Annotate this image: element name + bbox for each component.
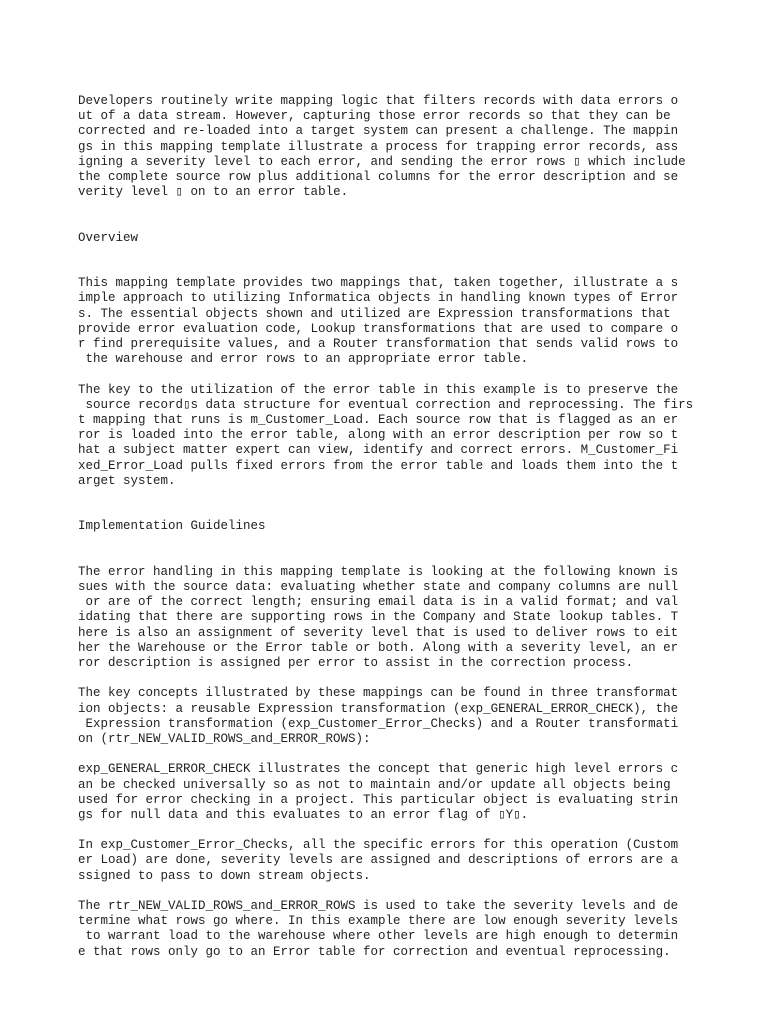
text-line: here is also an assignment of severity level that is used to deliver rows to eit [78, 625, 679, 640]
text-line: Developers routinely write mapping logic that filters records with data errors o [78, 94, 679, 108]
text-line: used for error checking in a project. This particular object is evaluating strin [78, 792, 679, 807]
text-line: gs for null data and this evaluates to an error flag of ▯Y▯. [78, 807, 529, 822]
spacer [78, 747, 708, 762]
general-error-check-paragraph [78, 762, 708, 823]
text-line: verity level ▯ on to an error table. [78, 185, 349, 200]
text-line: Expression transformation (exp_Customer_Error_Checks) and a Router transformati [78, 716, 679, 731]
text-line: e that rows only go to an Error table for correction and eventual reprocessing. [78, 944, 671, 959]
text-line: xed_Error_Load pulls fixed errors from the error table and loads them into the t [78, 458, 679, 473]
spacer [78, 534, 708, 564]
text-line: an be checked universally so as not to maintain and/or update all objects being [78, 777, 671, 792]
spacer [78, 671, 708, 686]
text-line: corrected and re-loaded into a target system can present a challenge. The mappin [78, 124, 679, 139]
text-line: The key concepts illustrated by these mappings can be found in three transformat [78, 686, 679, 701]
document-page [78, 94, 708, 960]
intro-paragraph [78, 94, 708, 200]
text-line: gs in this mapping template illustrate a process for trapping error records, ass [78, 139, 679, 154]
text-line: igning a severity level to each error, and sending the error rows ▯ which include [78, 154, 686, 169]
text-line: imple approach to utilizing Informatica objects in handling known types of Error [78, 291, 679, 306]
spacer [78, 246, 708, 276]
text-line: hat a subject matter expert can view, identify and correct errors. M_Customer_Fi [78, 443, 679, 458]
spacer [78, 200, 708, 230]
text-line: The rtr_NEW_VALID_ROWS_and_ERROR_ROWS is used to take the severity levels and de [78, 899, 679, 913]
spacer [78, 884, 708, 899]
key-concepts-paragraph [78, 686, 708, 747]
text-line: ut of a data stream. However, capturing those error records so that they can be [78, 109, 671, 124]
spacer [78, 367, 708, 382]
text-line: er Load) are done, severity levels are assigned and descriptions of errors are a [78, 853, 679, 868]
text-line: r find prerequisite values, and a Router transformation that sends valid rows to [78, 337, 679, 352]
text-line: sues with the source data: evaluating whether state and company columns are null [78, 580, 679, 595]
text-line: In exp_Customer_Error_Checks, all the specific errors for this operation (Custom [78, 838, 679, 853]
spacer [78, 823, 708, 838]
text-line: source record▯s data structure for eventual correction and reprocessing. The firs [78, 397, 694, 412]
text-line: or are of the correct length; ensuring email data is in a valid format; and val [78, 595, 679, 610]
spacer [78, 489, 708, 519]
text-line: s. The essential objects shown and utilized are Expression transformations that [78, 306, 671, 321]
text-line: the complete source row plus additional columns for the error description and se [78, 169, 679, 184]
section-heading-overview: Overview [78, 230, 139, 245]
overview-paragraph [78, 276, 708, 367]
text-line: termine what rows go where. In this example there are low enough severity levels [78, 914, 679, 929]
text-line: provide error evaluation code, Lookup transformations that are used to compare o [78, 321, 679, 336]
text-line: ion objects: a reusable Expression transformation (exp_GENERAL_ERROR_CHECK), the [78, 701, 679, 716]
text-line: t mapping that runs is m_Customer_Load. Each source row that is flagged as an er [78, 412, 679, 427]
text-line: exp_GENERAL_ERROR_CHECK illustrates the concept that generic high level errors c [78, 762, 679, 777]
text-line: The error handling in this mapping template is looking at the following known is [78, 564, 679, 579]
text-line: The key to the utilization of the error table in this example is to preserve the [78, 382, 679, 397]
error-table-paragraph [78, 383, 708, 489]
text-line: idating that there are supporting rows in the Company and State lookup tables. T [78, 610, 679, 625]
section-heading-implementation-guidelines: Implementation Guidelines [78, 519, 266, 534]
text-line: the warehouse and error rows to an appropriate error table. [78, 352, 529, 367]
text-line: arget system. [78, 473, 176, 488]
text-line: This mapping template provides two mappings that, taken together, illustrate a s [78, 276, 679, 291]
known-issues-paragraph [78, 565, 708, 671]
text-line: to warrant load to the warehouse where other levels are high enough to determin [78, 929, 679, 944]
text-line: ror description is assigned per error to assist in the correction process. [78, 656, 634, 670]
text-line: ror is loaded into the error table, along with an error description per row so t [78, 428, 679, 443]
text-line: on (rtr_NEW_VALID_ROWS_and_ERROR_ROWS): [78, 731, 371, 746]
text-line: ssigned to pass to down stream objects. [78, 868, 371, 883]
text-line: her the Warehouse or the Error table or both. Along with a severity level, an er [78, 640, 679, 655]
router-paragraph [78, 899, 708, 960]
customer-error-checks-paragraph [78, 838, 708, 884]
